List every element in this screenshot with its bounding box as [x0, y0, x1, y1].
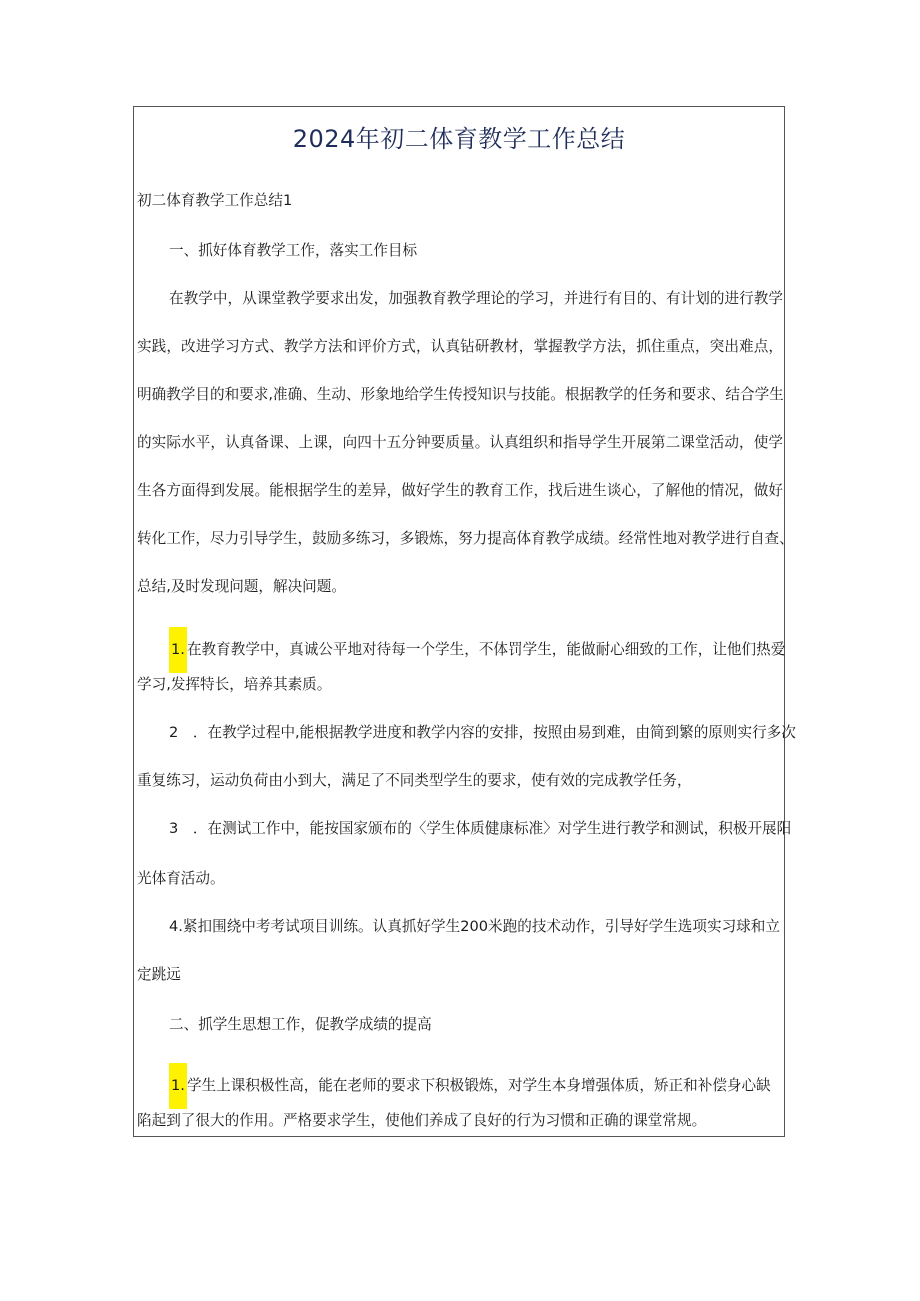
paragraph-line: 在教学中，从课堂教学要求出发，加强教育教学理论的学习，并进行有目的、有计划的进行教学	[169, 290, 783, 307]
heading-two: 二、抓学生思想工作，促教学成绩的提高	[169, 1016, 432, 1033]
section-subtitle: 初二体育教学工作总结1	[137, 192, 293, 209]
list-item-1-line1	[137, 627, 786, 673]
highlighted-number: 1.	[169, 627, 187, 673]
list-item-2-line2: 重复练习，运动负荷由小到大，满足了不同类型学生的要求，使有效的完成教学任务，	[137, 772, 692, 789]
paragraph-line: 明确教学目的和要求,准确、生动、形象地给学生传授知识与技能。根据教学的任务和要求、结合学生	[137, 386, 784, 403]
highlighted-number: 1.	[169, 1063, 187, 1109]
list-item-text: 在教育教学中，真诚公平地对待每一个学生，不体罚学生，能做耐心细致的工作，让他们热爱	[186, 641, 786, 658]
list-item-2-line1: 2 ．在教学过程中,能根据教学进度和教学内容的安排，按照由易到难，由简到繁的原则实行多次	[169, 724, 796, 741]
list-item-5-line1	[137, 1063, 783, 1109]
list-item-5-line2: 陷起到了很大的作用。严格要求学生，使他们养成了良好的行为习惯和正确的课堂常规。	[137, 1112, 707, 1129]
list-item-4-line1: 4.紧扣围绕中考考试项目训练。认真抓好学生200米跑的技术动作，引导好学生选项实习球和立	[169, 918, 780, 935]
list-item-3-line2: 光体育活动。	[137, 870, 225, 887]
list-item-1-line2: 学习,发挥特长，培养其素质。	[137, 676, 332, 693]
paragraph-line: 的实际水平，认真备课、上课，向四十五分钟要质量。认真组织和指导学生开展第二课堂活动，使学	[137, 434, 783, 451]
list-item-4-line2: 定跳远	[137, 966, 181, 983]
list-item-3-line1: 3 ．在测试工作中，能按国家颁布的〈学生体质健康标准〉对学生进行教学和测试，积极开展阳	[169, 820, 792, 837]
paragraph-line: 生各方面得到发展。能根据学生的差异，做好学生的教育工作，找后进生谈心，了解他的情况，做好	[137, 482, 783, 499]
paragraph-line: 实践，改进学习方式、教学方法和评价方式，认真钻研教材，掌握教学方法，抓住重点，突出难点，	[137, 338, 783, 355]
paragraph-line: 转化工作，尽力引导学生，鼓励多练习，多锻炼，努力提高体育教学成绩。经常性地对教学进行自查、	[137, 530, 794, 547]
document-title: 2024年初二体育教学工作总结	[292, 125, 626, 153]
list-item-text: 学生上课积极性高，能在老师的要求下积极锻炼，对学生本身增强体质，矫正和补偿身心缺	[186, 1077, 771, 1094]
heading-one: 一、抓好体育教学工作，落实工作目标	[169, 242, 418, 259]
document-frame	[133, 106, 796, 1137]
paragraph-line: 总结,及时发现问题，解决问题。	[137, 578, 346, 595]
